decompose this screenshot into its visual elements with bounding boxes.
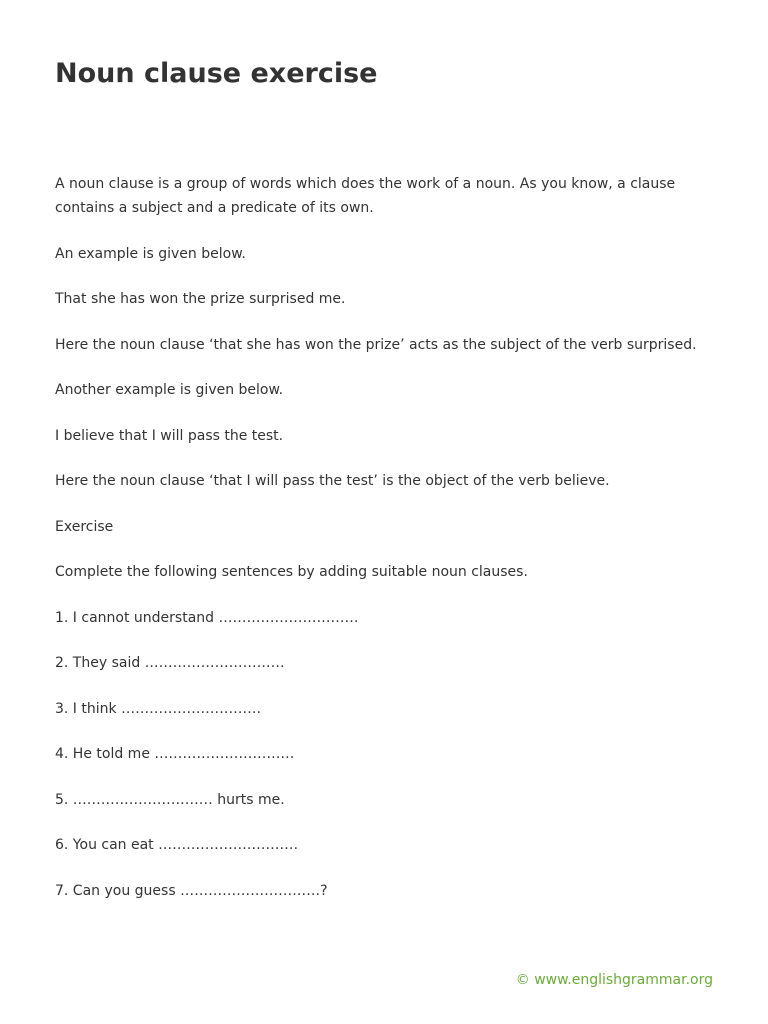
- example-intro-1: An example is given below.: [55, 245, 246, 262]
- example-sentence-2: I believe that I will pass the test.: [55, 427, 284, 444]
- question-5: 5. ………………………… hurts me.: [55, 791, 285, 808]
- example-explanation-2: Here the noun clause ‘that I will pass the test’ is the object of the verb believe.: [55, 473, 610, 489]
- intro-paragraph: A noun clause is a group of words which does the work of a noun. As you know, a clause contains a subject and a predicate of its own.: [55, 176, 676, 216]
- question-4: 4. He told me …………………………: [55, 746, 295, 762]
- question-2: 2. They said …………………………: [55, 655, 285, 671]
- example-explanation-1: Here the noun clause ‘that she has won the prize’ acts as the subject of the verb surprised.: [55, 336, 697, 353]
- question-3: 3. I think …………………………: [55, 700, 262, 717]
- copyright-footer: © www.englishgrammar.org: [515, 972, 713, 988]
- question-1: 1. I cannot understand …………………………: [55, 609, 359, 626]
- exercise-heading: Exercise: [55, 518, 114, 535]
- page-title: Noun clause exercise: [55, 58, 378, 89]
- exercise-instructions: Complete the following sentences by adding suitable noun clauses.: [55, 564, 528, 580]
- document-body: [55, 172, 715, 903]
- question-6: 6. You can eat …………………………: [55, 837, 299, 853]
- example-sentence-1: That she has won the prize surprised me.: [55, 291, 346, 307]
- example-intro-2: Another example is given below.: [55, 382, 284, 398]
- question-7: 7. Can you guess …………………………?: [55, 882, 328, 899]
